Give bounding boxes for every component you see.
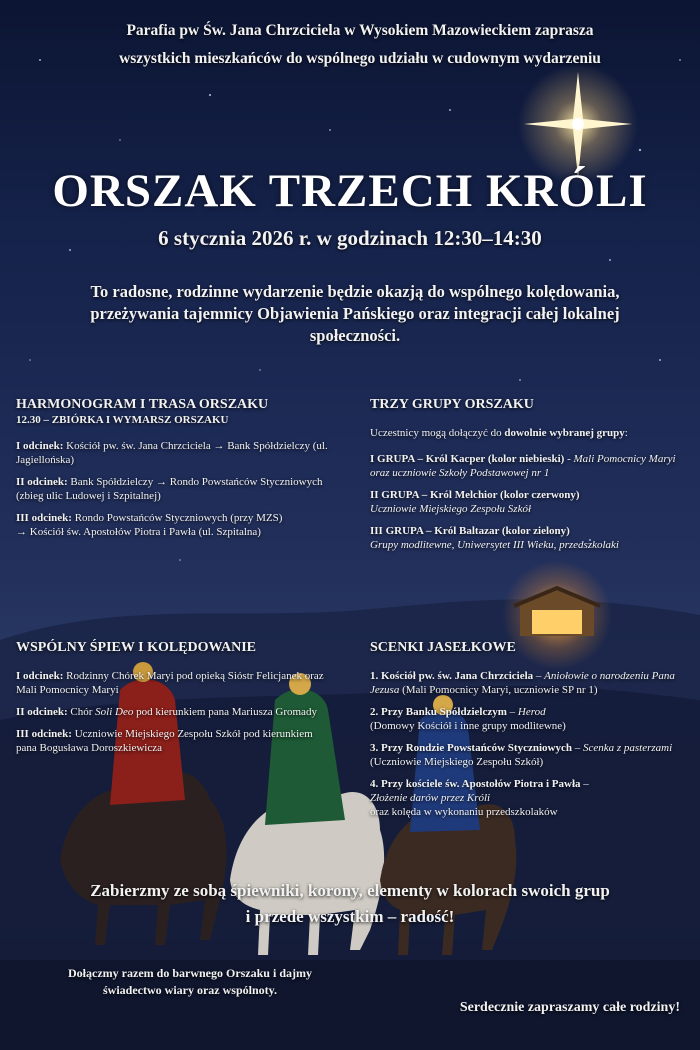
group-item: II GRUPA – Król Melchior (kolor czerwony) Uczniowie Miejskiego Zespołu Szkół — [370, 489, 580, 515]
join-message: Dołączmy razem do barwnego Orszaku i dajmy świadectwo wiary oraz wspólnoty. — [68, 966, 312, 997]
welcome-message: Serdecznie zapraszamy całe rodziny! — [459, 1000, 680, 1015]
bring-message: Zabierzmy ze sobą śpiewniki, korony, elementy w kolorach swoich grup i przede wszystkim – radość! — [90, 881, 610, 926]
event-title: ORSZAK TRZECH KRÓLI — [52, 165, 648, 217]
schedule-title: HARMONOGRAM I TRASA ORSZAKU — [16, 397, 269, 412]
singing-item: II odcinek: Chór Soli Deo pod kierunkiem pana Mariusza Gromady — [16, 706, 317, 718]
schedule-segment: III odcinek: Rondo Powstańców Styczniowych (przy MZS) → Kościół św. Apostołów Piotra i Pawła (ul. Szpitalna) — [16, 512, 283, 538]
schedule-subtitle: 12.30 – ZBIÓRKA I WYMARSZ ORSZAKU — [16, 414, 229, 426]
schedule-section — [16, 398, 336, 547]
group-item: I GRUPA – Król Kacper (kolor niebieski) - Mali Pomocnicy Maryi oraz uczniowie Szkoły Podstawowej nr 1 — [370, 453, 676, 479]
invite-line-2: wszystkich mieszkańców do wspólnego udziału w cudownym wydarzeniu — [119, 50, 601, 67]
group-item: III GRUPA – Król Baltazar (kolor zielony) Grupy modlitewne, Uniwersytet III Wieku, przedszkolaki — [370, 525, 619, 551]
groups-section — [370, 398, 690, 560]
groups-intro: Uczestnicy mogą dołączyć do dowolnie wybranej grupy: — [370, 427, 628, 439]
singing-title: WSPÓLNY ŚPIEW I KOLĘDOWANIE — [16, 640, 256, 655]
scene-item: 1. Kościół pw. św. Jana Chrzciciela – Aniołowie o narodzeniu Pana Jezusa (Mali Pomocnicy Maryi, uczniowie SP nr 1) — [370, 670, 675, 696]
event-description: To radosne, rodzinne wydarzenie będzie okazją do wspólnego kolędowania, przeżywania tajemnicy Objawienia Pańskiego oraz integracji całej lokalnej społeczności. — [90, 282, 620, 345]
singing-item: III odcinek: Uczniowie Miejskiego Zespołu Szkół pod kierunkiem pana Bogusława Doroszkiewicza — [16, 728, 313, 754]
singing-item: I odcinek: Rodzinny Chórek Maryi pod opieką Sióstr Felicjanek oraz Mali Pomocnicy Maryi — [16, 670, 324, 696]
scenes-title: SCENKI JASEŁKOWE — [370, 640, 516, 655]
invite-line-1: Parafia pw Św. Jana Chrzciciela w Wysokiem Mazowieckiem zaprasza — [126, 22, 594, 39]
scene-item: 3. Przy Rondzie Powstańców Styczniowych – Scenka z pasterzami (Uczniowie Miejskiego Zespołu Szkół) — [370, 742, 673, 768]
scene-item: 2. Przy Banku Spółdzielczym – Herod (Domowy Kościół i inne grupy modlitewne) — [370, 706, 566, 732]
schedule-segment: I odcinek: Kościół pw. św. Jana Chrzciciela → Bank Spółdzielczy (ul. Jagiellońska) — [16, 440, 328, 466]
event-date: 6 stycznia 2026 r. w godzinach 12:30–14:30 — [158, 226, 542, 250]
groups-title: TRZY GRUPY ORSZAKU — [370, 397, 534, 412]
scenes-section — [370, 641, 692, 827]
schedule-segment: II odcinek: Bank Spółdzielczy → Rondo Powstańców Styczniowych (zbieg ulic Ludowej i Szpitalnej) — [16, 476, 323, 502]
singing-section — [16, 641, 336, 763]
scene-item: 4. Przy kościele św. Apostołów Piotra i Pawła – Złożenie darów przez Króli oraz kolęda w wykonaniu przedszkolaków — [370, 778, 589, 818]
